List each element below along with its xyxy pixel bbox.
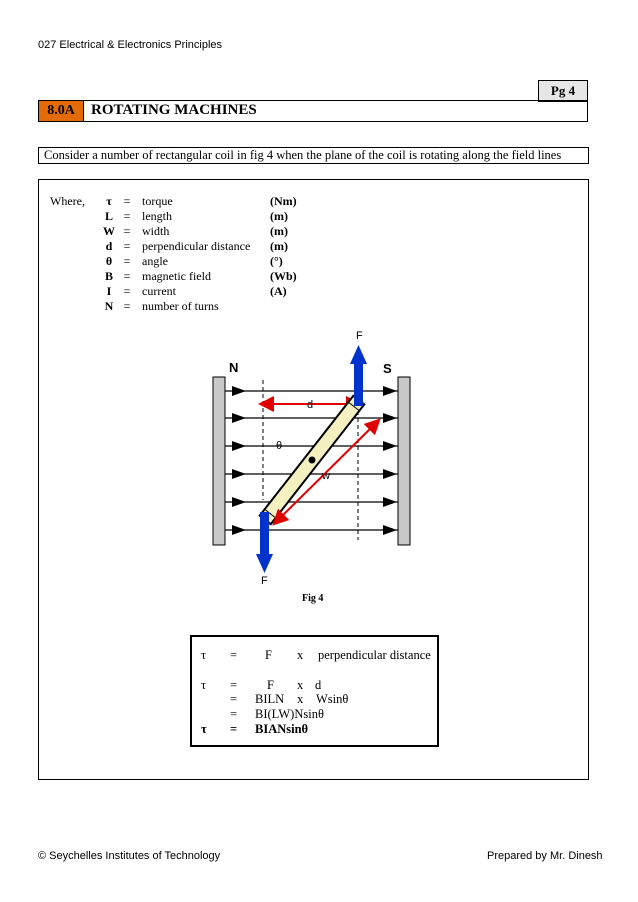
definition-symbol: N <box>104 299 114 313</box>
field-arrowhead <box>383 525 397 535</box>
eq5-lhs: τ <box>201 722 207 736</box>
eq5-equals: = <box>230 722 238 736</box>
definition-symbol: τ <box>106 194 112 208</box>
eq4-a: BI(LW)Nsinθ <box>255 707 324 721</box>
field-arrowhead <box>383 413 397 423</box>
definition-symbol: θ <box>105 254 113 268</box>
north-pole-plate <box>213 377 225 545</box>
south-pole-label: S <box>383 361 392 376</box>
section-bar <box>38 100 588 122</box>
section-number: 8.0A <box>39 101 84 121</box>
definition-eq: = <box>123 254 131 268</box>
south-pole-plate <box>398 377 410 545</box>
definition-unit: (Wb) <box>270 269 297 283</box>
force-bottom-label: F <box>261 575 268 587</box>
eq3-b: Wsinθ <box>316 692 349 706</box>
section-title: ROTATING MACHINES <box>91 102 257 118</box>
definition-symbol: d <box>105 239 113 253</box>
eq1-force: F <box>265 648 272 662</box>
definition-eq: = <box>123 299 131 313</box>
eq2-times: x <box>297 678 304 692</box>
force-top-label: F <box>356 330 363 342</box>
eq2-equals: = <box>230 678 238 692</box>
field-arrowhead <box>232 413 246 423</box>
field-arrowhead <box>383 386 397 396</box>
eq1-times: x <box>297 648 304 662</box>
definition-eq: = <box>123 284 131 298</box>
eq1-rhs: perpendicular distance <box>318 648 431 662</box>
field-arrowhead <box>232 469 246 479</box>
figure-caption: Fig 4 <box>302 593 324 604</box>
field-arrowhead <box>383 441 397 451</box>
eq1-equals: = <box>230 648 238 662</box>
definition-meaning: length <box>142 209 172 223</box>
definition-unit: (°) <box>270 254 283 268</box>
width-label: w <box>322 470 330 482</box>
rotating-coil-diagram <box>200 320 430 590</box>
coil-axis-dot <box>309 457 316 464</box>
definition-meaning: number of turns <box>142 299 219 313</box>
field-arrowhead <box>383 469 397 479</box>
course-header: 027 Electrical & Electronics Principles <box>38 39 223 51</box>
definition-eq: = <box>123 269 131 283</box>
eq4-equals: = <box>230 707 238 721</box>
eq2-lhs: τ <box>201 678 207 692</box>
page-number-badge: Pg 4 <box>538 80 588 102</box>
footer-institution: © Seychelles Institutes of Technology <box>38 850 221 862</box>
eq5-result: BIANsinθ <box>255 722 309 736</box>
definition-eq: = <box>123 224 131 238</box>
definition-meaning: perpendicular distance <box>142 239 251 253</box>
eq3-a: BILN <box>255 692 285 706</box>
definition-meaning: torque <box>142 194 173 208</box>
definition-symbol: B <box>104 269 113 283</box>
field-arrowhead <box>232 525 246 535</box>
distance-label: d <box>307 399 314 411</box>
footer-author: Prepared by Mr. Dinesh <box>487 850 603 862</box>
definition-eq: = <box>123 209 131 223</box>
definition-symbol: L <box>104 209 113 223</box>
eq2-force: F <box>267 678 274 692</box>
field-arrowhead <box>232 441 246 451</box>
definition-unit: (m) <box>270 209 288 223</box>
field-arrowhead <box>232 386 246 396</box>
definition-unit: (m) <box>270 224 288 238</box>
angle-label: θ <box>276 440 283 452</box>
definition-unit: (Nm) <box>270 194 297 208</box>
eq3-times: x <box>297 692 304 706</box>
definition-meaning: width <box>142 224 170 238</box>
eq1-lhs: τ <box>201 648 207 662</box>
field-arrowhead <box>232 497 246 507</box>
where-label: Where, <box>50 194 85 208</box>
eq2-rhs: d <box>315 678 322 692</box>
definition-symbol: I <box>106 284 112 298</box>
definition-meaning: magnetic field <box>142 269 211 283</box>
definition-eq: = <box>123 194 131 208</box>
eq3-equals: = <box>230 692 238 706</box>
north-pole-label: N <box>229 360 239 375</box>
definition-eq: = <box>123 239 131 253</box>
definition-symbol: W <box>103 224 115 238</box>
intro-statement: Consider a number of rectangular coil in fig 4 when the plane of the coil is rotating along the field lines <box>38 147 589 164</box>
definition-meaning: current <box>142 284 176 298</box>
field-arrowhead <box>383 497 397 507</box>
definition-unit: (m) <box>270 239 288 253</box>
definition-unit: (A) <box>270 284 287 298</box>
definition-meaning: angle <box>142 254 168 268</box>
